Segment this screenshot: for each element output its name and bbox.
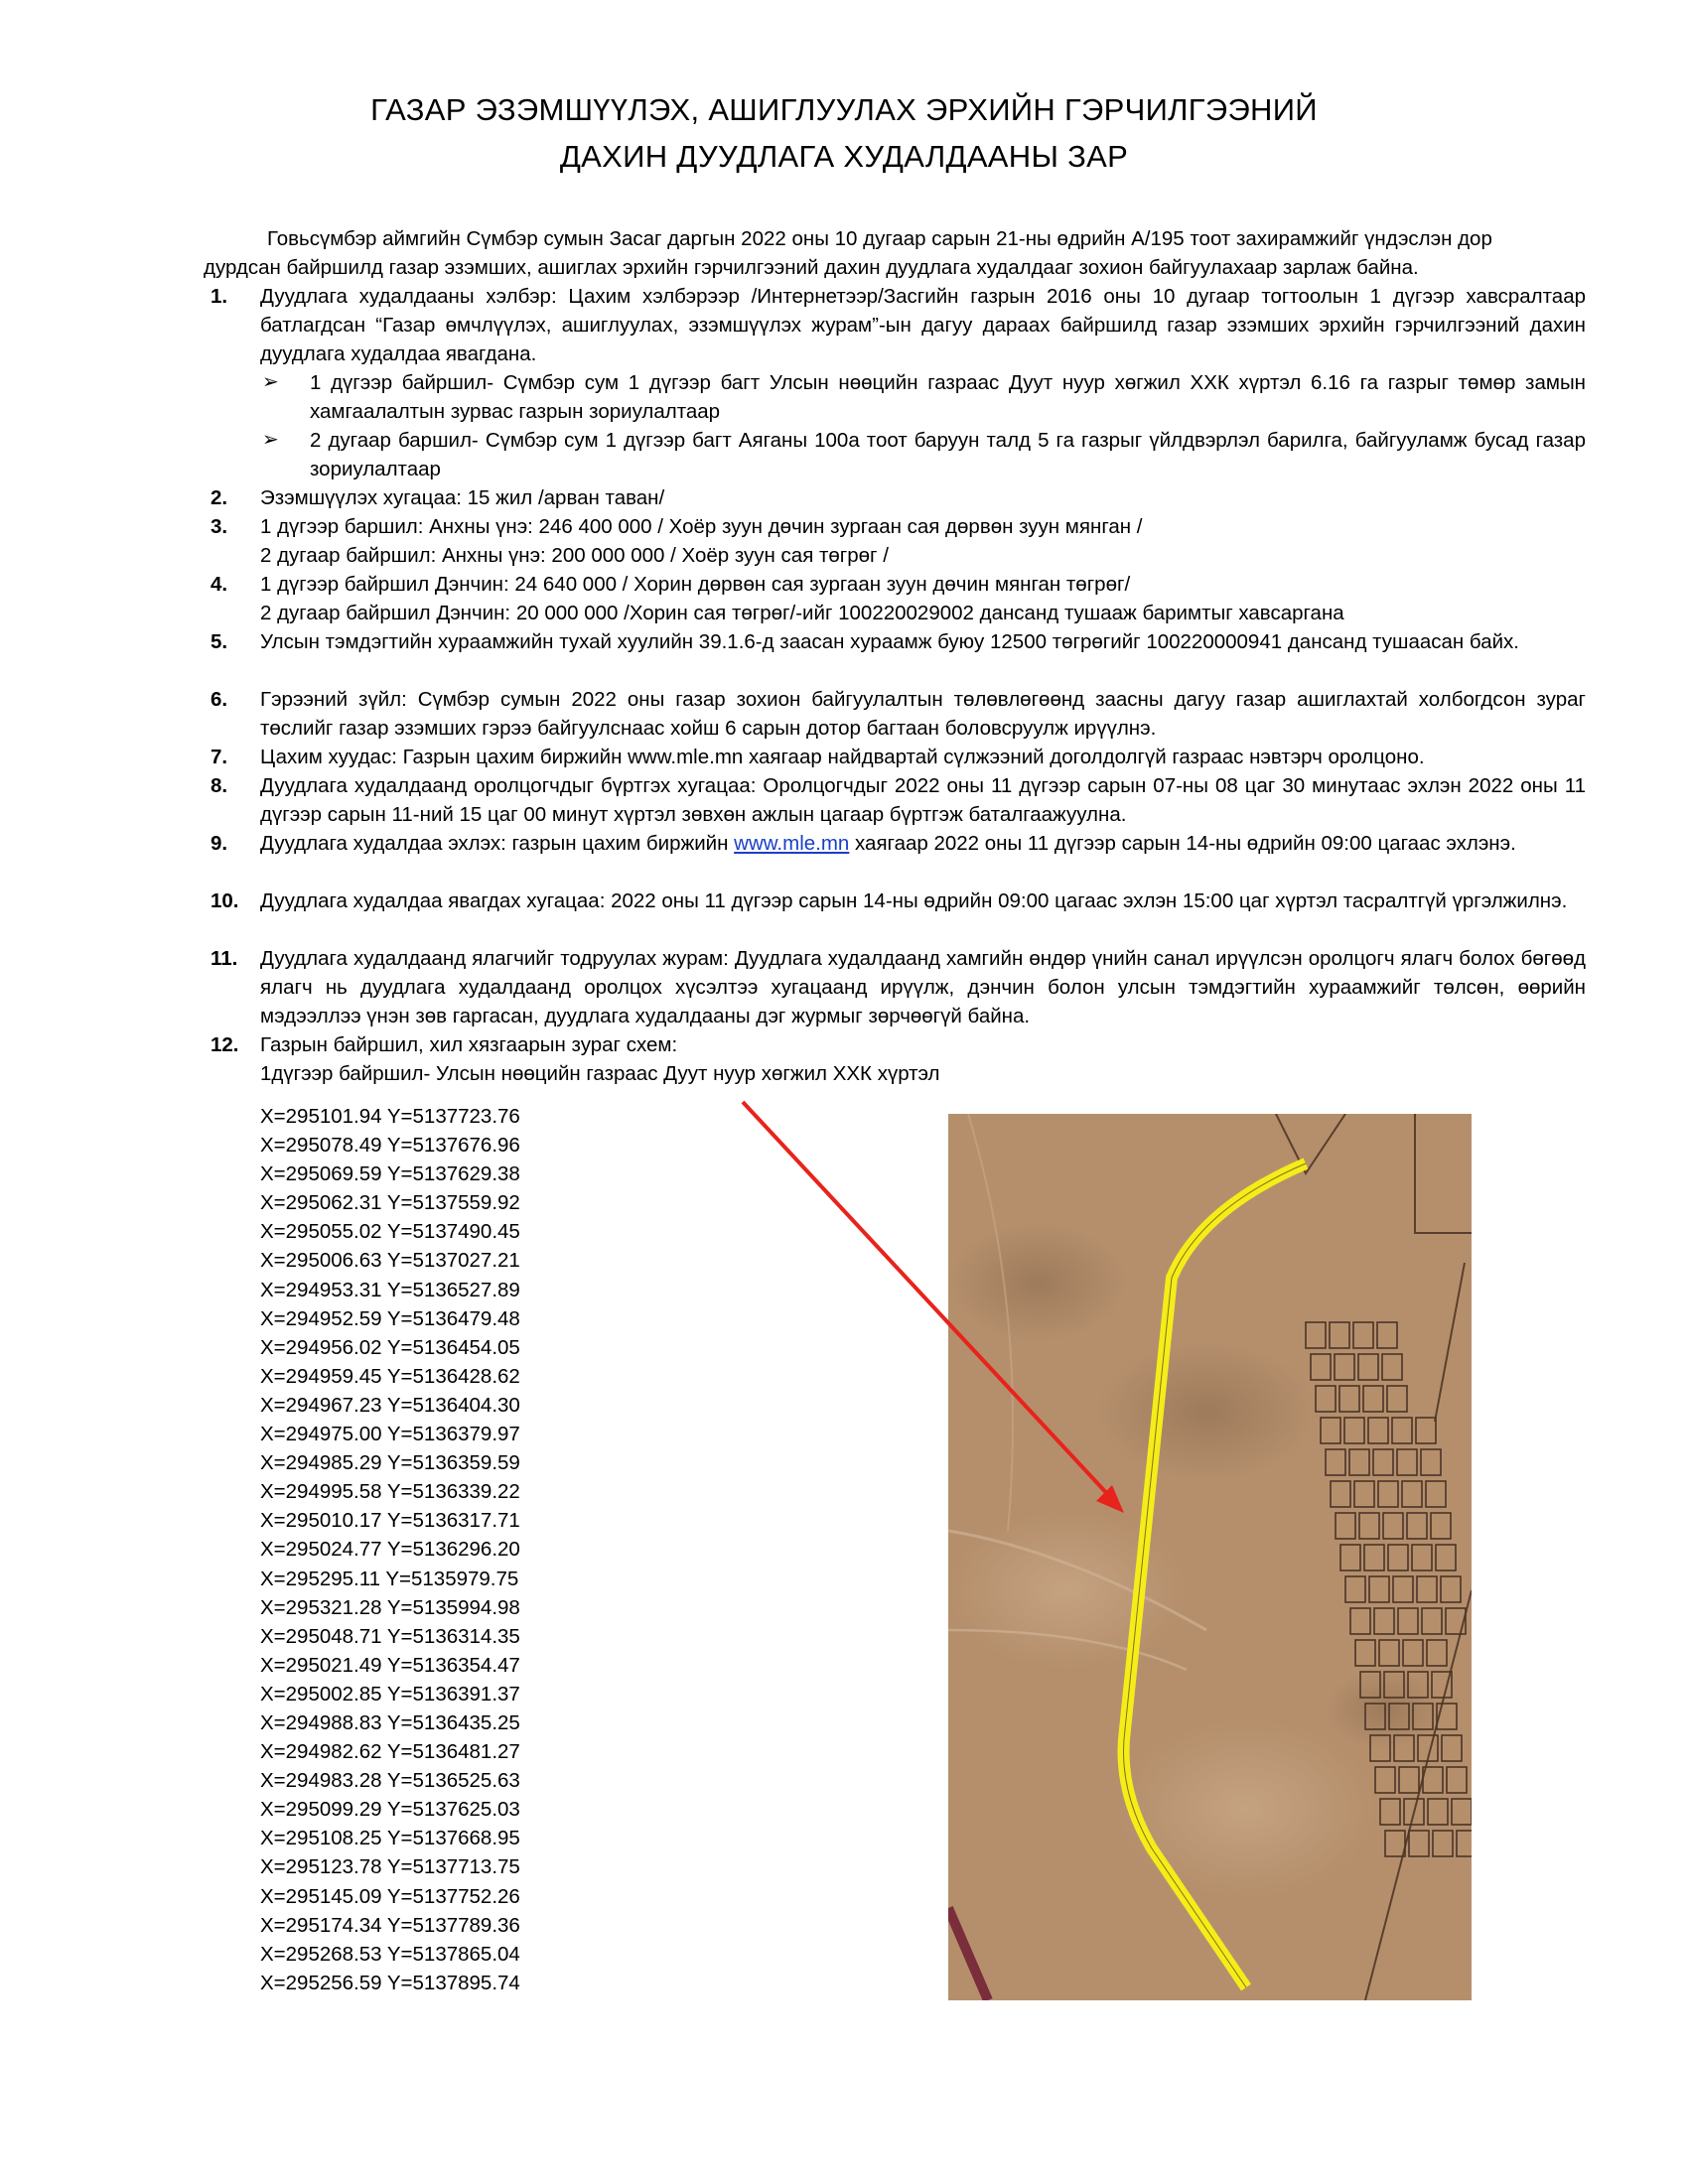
item-1-text: Дуудлага худалдааны хэлбэр: Цахим хэлбэрээр /Интернетээр/Засгийн газрын 2016 оны 10 дугаар тогтоолын 1 дүгээр хавсралтаар батлагдсан “Газар өмчлүүлэх, ашиглуулах, эзэмшүүлэх журам”-ын дагуу дараах байршилд газар эзэмших эрхийн гэрчилгээний дахин дуудлага худалдаа явагдана. xyxy=(260,285,1586,365)
document-title-line2: ДАХИН ДУУДЛАГА ХУДАЛДААНЫ ЗАР xyxy=(559,139,1129,174)
bullet-2-text: 2 дугаар баршил- Сүмбэр сум 1 дүгээр багт Аяганы 100а тоот баруун талд 5 га газрыг үйлдвэрлэл барилга, байгууламж бусад газар зориулалтаар xyxy=(310,429,1586,480)
bullet-1-icon: ➢ xyxy=(262,371,279,393)
item-3-text2: 2 дугаар байршил: Анхны үнэ: 200 000 000 / Хоёр зуун сая төгрөг / xyxy=(260,544,889,567)
satellite-map-svg xyxy=(948,1114,1472,2000)
coordinate-item: X=294967.23 Y=5136404.30 xyxy=(260,1393,520,1417)
item-10-number: 10. xyxy=(211,889,239,912)
item-4-text2: 2 дугаар байршил Дэнчин: 20 000 000 /Хорин сая төгрөг/-ийг 100220029002 дансанд тушааж баримтыг хавсаргана xyxy=(260,602,1344,624)
coordinate-item: X=294956.02 Y=5136454.05 xyxy=(260,1335,520,1359)
coordinate-item: X=295062.31 Y=5137559.92 xyxy=(260,1191,520,1215)
coordinate-item: X=294988.83 Y=5136435.25 xyxy=(260,1710,520,1734)
item-11-number: 11. xyxy=(211,947,238,970)
coordinate-item: X=294959.45 Y=5136428.62 xyxy=(260,1364,520,1388)
item-12-text2: 1дүгээр байршил- Улсын нөөцийн газраас Дуут нуур хөгжил ХХК хүртэл xyxy=(260,1062,940,1085)
coordinate-item: X=295021.49 Y=5136354.47 xyxy=(260,1653,520,1677)
satellite-map-image xyxy=(948,1114,1472,2000)
item-7-text: Цахим хуудас: Газрын цахим биржийн www.mle.mn хаягаар найдвартай сүлжээний доголдолгүй газраас нэвтэрч оролцоно. xyxy=(260,746,1425,768)
item-3-text: 1 дүгээр баршил: Анхны үнэ: 246 400 000 / Хоёр зуун дөчин зургаан сая дөрвөн зуун мянган / xyxy=(260,515,1143,538)
item-7-number: 7. xyxy=(211,746,228,768)
coordinate-item: X=295321.28 Y=5135994.98 xyxy=(260,1595,520,1619)
coordinate-item: X=295006.63 Y=5137027.21 xyxy=(260,1249,520,1273)
item-4-number: 4. xyxy=(211,573,228,596)
item-5-text: Улсын тэмдэгтийн хураамжийн тухай хуулийн 39.1.6-д заасан хураамж буюу 12500 төгрөгийг 100220000941 дансанд тушаасан байх. xyxy=(260,630,1519,653)
item-11-text: Дуудлага худалдаанд ялагчийг тодруулах журам: Дуудлага худалдаанд хамгийн өндөр үнийн санал ирүүлсэн оролцогч ялагч болох бөгөөд ялагч нь дуудлага худалдаанд оролцох хүсэлтээ хугацаанд ирүүлж, дэнчин болон улсын тэмдэгтийн хураамжийг төлсөн, өөрийн мэдээллээ үнэн зөв гаргасан, дуудлага худалдааны дэг журмыг зөрчөөгүй байна. xyxy=(260,947,1586,1027)
coordinate-item: X=295099.29 Y=5137625.03 xyxy=(260,1798,520,1822)
intro-line1: Говьсүмбэр аймгийн Сүмбэр сумын Засаг даргын 2022 оны 10 дугаар сарын 21-ны өдрийн А/195 тоот захирамжийг үндэслэн дор xyxy=(267,227,1492,250)
coordinate-item: X=295123.78 Y=5137713.75 xyxy=(260,1855,520,1879)
coordinate-item: X=294985.29 Y=5136359.59 xyxy=(260,1451,520,1475)
coordinate-item: X=294995.58 Y=5136339.22 xyxy=(260,1480,520,1504)
coordinate-item: X=294975.00 Y=5136379.97 xyxy=(260,1423,520,1446)
coordinate-item: X=294983.28 Y=5136525.63 xyxy=(260,1769,520,1793)
intro-line2: дурдсан байршилд газар эзэмших, ашиглах эрхийн гэрчилгээний дахин дуудлага худалдааг зохион байгуулахаар зарлаж байна. xyxy=(204,256,1419,279)
coordinate-item: X=295108.25 Y=5137668.95 xyxy=(260,1827,520,1850)
coordinate-item: X=295069.59 Y=5137629.38 xyxy=(260,1162,520,1186)
bullet-1-text: 1 дүгээр байршил- Сүмбэр сум 1 дүгээр багт Улсын нөөцийн газраас Дуут нуур хөгжил ХХК хүртэл 6.16 га газрыг төмөр замын хамгаалалтын зурвас газрын зориулалтаар xyxy=(310,371,1586,423)
document-title-line1: ГАЗАР ЭЗЭМШҮҮЛЭХ, АШИГЛУУЛАХ ЭРХИЙН ГЭРЧИЛГЭЭНИЙ xyxy=(370,92,1318,127)
item-2-text: Эзэмшүүлэх хугацаа: 15 жил /арван таван/ xyxy=(260,486,665,509)
item-5-number: 5. xyxy=(211,630,228,653)
item-8-text: Дуудлага худалдаанд оролцогчдыг бүртгэх хугацаа: Оролцогчдыг 2022 оны 11 дүгээр сарын 07-ны 08 цаг 30 минутаас эхлэн 2022 оны 11 дүгээр сарын 11-ний 15 цаг 00 минут хүртэл зөвхөн ажлын цагаар бүртгэж баталгаажуулна. xyxy=(260,774,1586,826)
coordinate-item: X=295024.77 Y=5136296.20 xyxy=(260,1538,520,1562)
item-4-text: 1 дүгээр байршил Дэнчин: 24 640 000 / Хорин дөрвөн сая зургаан зуун дөчин мянган төгрөг/ xyxy=(260,573,1131,596)
coordinate-item: X=295078.49 Y=5137676.96 xyxy=(260,1134,520,1158)
coordinate-item: X=295101.94 Y=5137723.76 xyxy=(260,1105,520,1128)
coordinate-item: X=295055.02 Y=5137490.45 xyxy=(260,1220,520,1244)
item-9-text-b: хаягаар 2022 оны 11 дүгээр сарын 14-ны өдрийн 09:00 цагаас эхлэнэ. xyxy=(849,832,1516,855)
coordinate-item: X=295295.11 Y=5135979.75 xyxy=(260,1567,519,1590)
item-9-number: 9. xyxy=(211,832,228,855)
item-9-text xyxy=(260,829,1586,858)
item-12-text: Газрын байршил, хил хязгаарын зураг схем: xyxy=(260,1033,678,1056)
mle-website-link[interactable]: www.mle.mn xyxy=(734,832,850,855)
coordinate-item: X=294953.31 Y=5136527.89 xyxy=(260,1278,520,1301)
map-terrain-patch xyxy=(948,1223,1127,1342)
item-3-number: 3. xyxy=(211,515,228,538)
coordinate-item: X=295174.34 Y=5137789.36 xyxy=(260,1913,520,1937)
item-9-text-a: Дуудлага худалдаа эхлэх: газрын цахим биржийн xyxy=(260,832,735,855)
intro-paragraph xyxy=(204,224,1586,253)
item-12-number: 12. xyxy=(211,1033,239,1056)
item-6-text: Гэрээний зүйл: Сүмбэр сумын 2022 оны газар зохион байгуулалтын төлөвлөгөөнд заасны дагуу газар ашиглахтай холбогдсон зураг төслийг газар эзэмших гэрээ байгуулснаас хойш 6 сарын дотор багтаан боловсруулж ирүүлнэ. xyxy=(260,688,1586,740)
coordinate-item: X=294952.59 Y=5136479.48 xyxy=(260,1306,520,1330)
item-1-number: 1. xyxy=(211,285,228,308)
coordinate-item: X=295268.53 Y=5137865.04 xyxy=(260,1942,520,1966)
coordinate-item: X=295002.85 Y=5136391.37 xyxy=(260,1682,520,1706)
coordinate-list xyxy=(260,1102,637,1997)
item-2-number: 2. xyxy=(211,486,228,509)
item-6-number: 6. xyxy=(211,688,228,711)
item-8-number: 8. xyxy=(211,774,228,797)
coordinate-item: X=295010.17 Y=5136317.71 xyxy=(260,1509,520,1533)
coordinate-item: X=295048.71 Y=5136314.35 xyxy=(260,1624,520,1648)
coordinate-item: X=295256.59 Y=5137895.74 xyxy=(260,1971,520,1994)
coordinate-item: X=294982.62 Y=5136481.27 xyxy=(260,1740,520,1764)
item-10-text: Дуудлага худалдаа явагдах хугацаа: 2022 оны 11 дүгээр сарын 14-ны өдрийн 09:00 цагаас эхлэн 15:00 цаг хүртэл тасралтгүй үргэлжилнэ. xyxy=(260,889,1568,912)
coordinate-item: X=295145.09 Y=5137752.26 xyxy=(260,1884,520,1908)
map-terrain-patch xyxy=(1117,1719,1375,1898)
bullet-2-icon: ➢ xyxy=(262,429,279,451)
map-terrain-patch xyxy=(1097,1342,1316,1481)
